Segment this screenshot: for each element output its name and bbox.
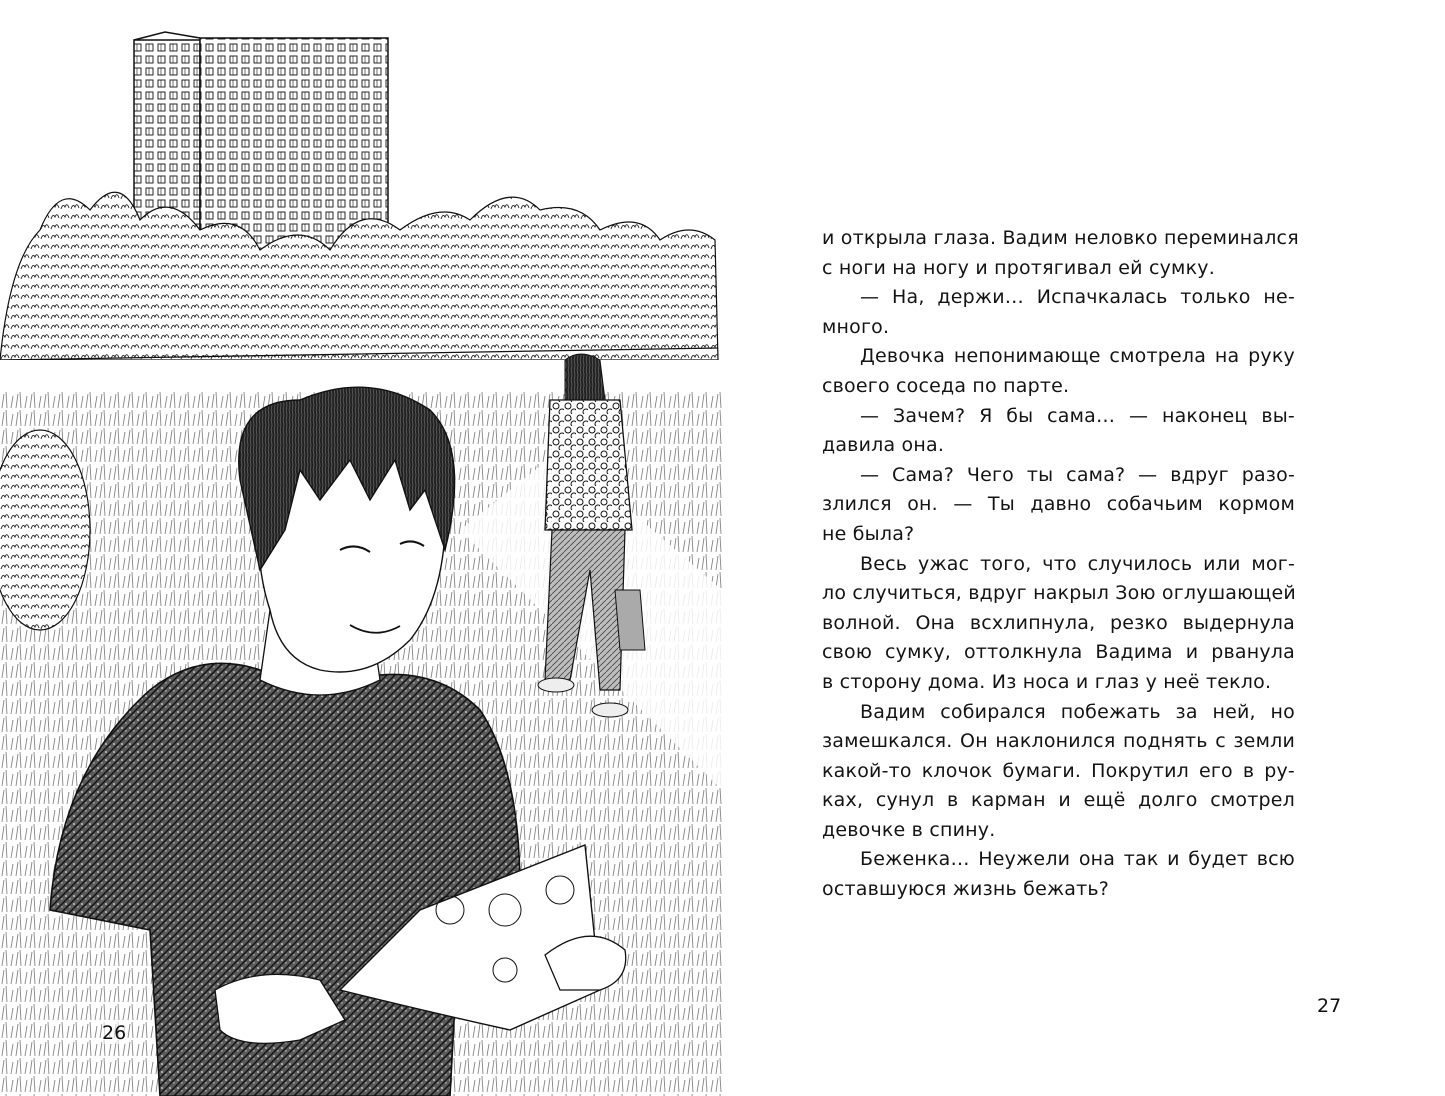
text-line: девочке в спину. (822, 818, 996, 841)
text-line: волной. Она всхлипнула, резко выдернула (822, 611, 1295, 634)
page-text (822, 224, 1299, 905)
text-line: и открыла глаза. Вадим неловко переминался (822, 227, 1299, 249)
text-line: с ноги на ногу и протягивал ей сумку. (822, 256, 1215, 279)
text-line: ках, сунул в карман и ещё долго смотрел (822, 789, 1295, 812)
text-line: Весь ужас того, что случилось или мог- (860, 552, 1295, 575)
text-line: Вадим собирался побежать за ней, но (860, 700, 1295, 723)
text-line: своего соседа по парте. (822, 374, 1070, 397)
page-number-left: 26 (102, 1022, 127, 1044)
text-line: не была? (822, 522, 915, 545)
text-line: в сторону дома. Из носа и глаз у неё текло. (822, 670, 1272, 693)
text-line: оставшуюся жизнь бежать? (822, 878, 1110, 901)
text-line: — На, держи… Испачкалась только не- (860, 286, 1295, 309)
text-line: Беженка… Неужели она так и будет всю (860, 848, 1295, 871)
text-line: давила она. (822, 434, 945, 457)
ink-drawing (0, 30, 722, 1096)
text-line: какой-то клочок бумаги. Покрутил его в ру- (822, 759, 1295, 782)
text-line: много. (822, 315, 890, 338)
page-number-right: 27 (1317, 995, 1342, 1017)
text-line: — Сама? Чего ты сама? — вдруг разо- (860, 463, 1295, 486)
illustration (0, 30, 722, 1096)
text-line: злился он. — Ты давно собачьим кормом (822, 493, 1295, 516)
text-line: замешкался. Он наклонился поднять с земли (822, 730, 1295, 753)
text-line: свою сумку, оттолкнула Вадима и рванула (822, 641, 1295, 664)
text-line: ло случиться, вдруг накрыл Зою оглушающей (822, 582, 1296, 605)
text-line: Девочка непонимающе смотрела на руку (860, 345, 1295, 368)
text-line: — Зачем? Я бы сама… — наконец вы- (860, 404, 1295, 427)
